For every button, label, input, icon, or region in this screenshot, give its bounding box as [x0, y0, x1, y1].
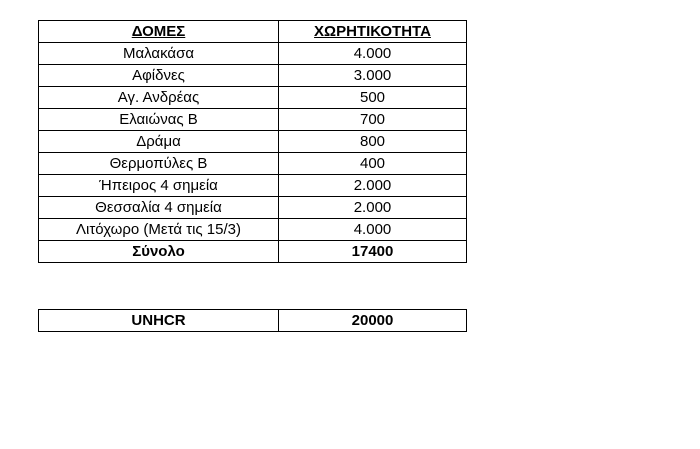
unhcr-label: UNHCR [39, 310, 279, 332]
total-row [39, 241, 467, 263]
capacity-table [38, 20, 467, 263]
structure-cell: Θεσσαλία 4 σημεία [39, 197, 279, 219]
capacity-cell: 700 [279, 109, 467, 131]
capacity-cell: 2.000 [279, 197, 467, 219]
table-row [39, 219, 467, 241]
total-label: Σύνολο [39, 241, 279, 263]
structure-cell: Μαλακάσα [39, 43, 279, 65]
unhcr-value: 20000 [279, 310, 467, 332]
structure-cell: Θερμοπύλες Β [39, 153, 279, 175]
unhcr-table [38, 309, 467, 332]
structure-cell: Αγ. Ανδρέας [39, 87, 279, 109]
table-row [39, 153, 467, 175]
capacity-cell: 400 [279, 153, 467, 175]
structure-cell: Λιτόχωρο (Μετά τις 15/3) [39, 219, 279, 241]
capacity-cell: 2.000 [279, 175, 467, 197]
structure-cell: Αφίδνες [39, 65, 279, 87]
total-value: 17400 [279, 241, 467, 263]
structure-cell: Δράμα [39, 131, 279, 153]
capacity-cell: 4.000 [279, 219, 467, 241]
capacity-cell: 500 [279, 87, 467, 109]
unhcr-row [39, 310, 467, 332]
structure-cell: Ήπειρος 4 σημεία [39, 175, 279, 197]
capacity-cell: 800 [279, 131, 467, 153]
structure-cell: Ελαιώνας Β [39, 109, 279, 131]
header-capacity: ΧΩΡΗΤΙΚΟΤΗΤΑ [279, 21, 467, 43]
table-row [39, 131, 467, 153]
table-row [39, 65, 467, 87]
capacity-cell: 3.000 [279, 65, 467, 87]
table-header-row [39, 21, 467, 43]
table-row [39, 197, 467, 219]
table-row [39, 175, 467, 197]
capacity-cell: 4.000 [279, 43, 467, 65]
table-row [39, 109, 467, 131]
table-row [39, 87, 467, 109]
table-row [39, 43, 467, 65]
header-structures: ΔΟΜΕΣ [39, 21, 279, 43]
